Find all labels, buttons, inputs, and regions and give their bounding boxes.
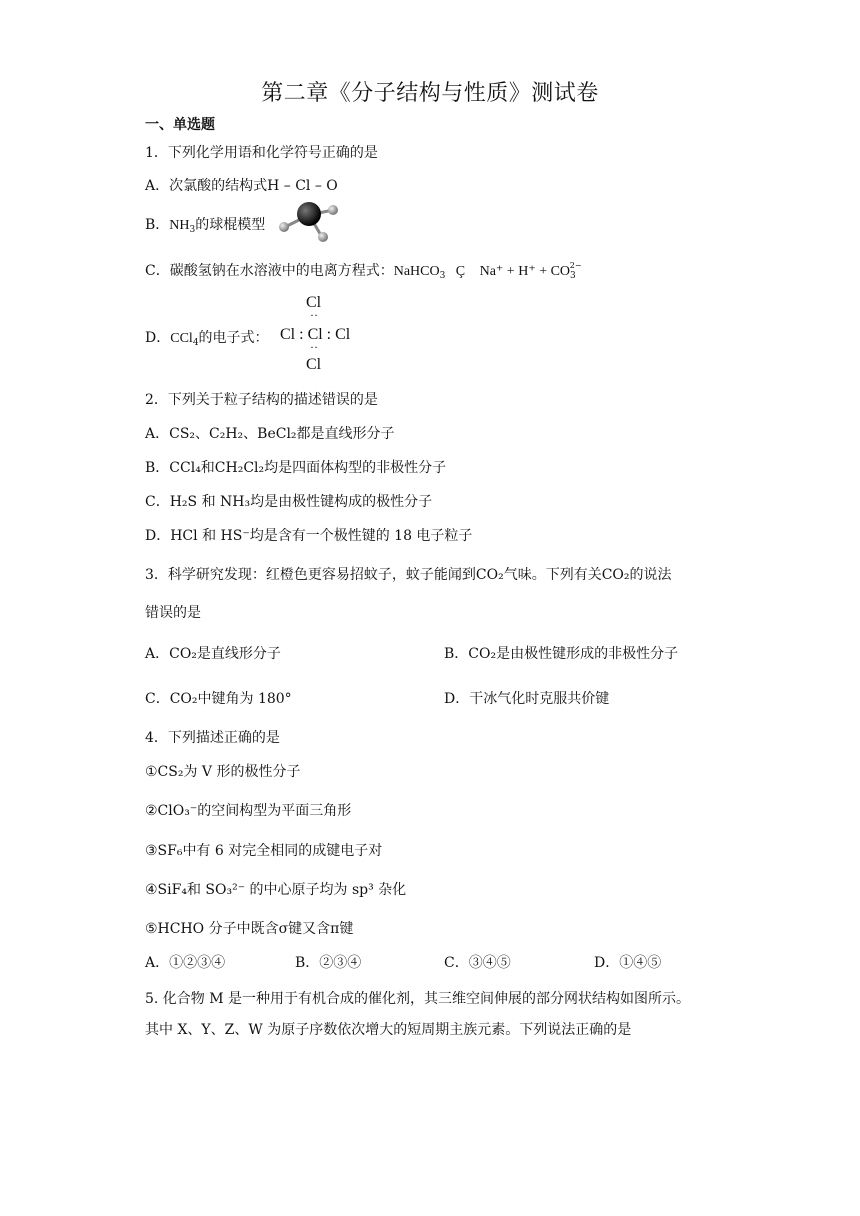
q4-item-3: ③SF₆中有 6 对完全相同的成键电子对 [145,843,383,859]
q1-option-b [145,214,265,235]
q1-c-prod-sup: 2− [569,261,582,270]
q3-stem-line1: 3．科学研究发现：红橙色更容易招蚊子，蚊子能闻到CO₂气味。下列有关CO₂的说法 [145,567,672,583]
q2-option-b: B．CCl₄和CH₂Cl₂均是四面体构型的非极性分子 [145,460,447,476]
q3-option-b: B．CO₂是由极性键形成的非极性分子 [444,646,679,662]
q1-c-prod-sub: 3 [570,271,576,281]
q4-option-a: A．①②③④ [145,955,226,971]
lewis-bottom-cl: Cl [306,356,322,373]
q1-c-formula: NaHCO [393,264,440,279]
lewis-middle-row: Cl : Cl : Cl [280,326,351,343]
q1-option-d [145,327,269,348]
q2-stem: 2．下列关于粒子结构的描述错误的是 [145,392,378,408]
q5-stem-line2: 其中 X、Y、Z、W 为原子序数依次增大的短周期主族元素。下列说法正确的是 [145,1022,632,1038]
q5-stem-line1: 5. 化合物 M 是一种用于有机合成的催化剂，其三维空间伸展的部分网状结构如图所示。 [145,991,691,1007]
q1-c-sub: 3 [439,271,446,281]
q4-item-2: ②ClO₃⁻的空间构型为平面三角形 [145,803,352,819]
q3-option-c: C．CO₂中键角为 180° [145,691,292,707]
q4-option-d: D．①④⑤ [594,955,662,971]
q4-option-c: C．③④⑤ [444,955,511,971]
q1-b-sub: 3 [189,225,196,235]
lewis-structure [278,294,358,374]
ball-stick-model-image [276,198,344,244]
q2-option-d: D．HCl 和 HS⁻均是含有一个极性键的 18 电子粒子 [145,528,473,544]
q3-option-a: A．CO₂是直线形分子 [145,646,281,662]
section-heading: 一、单选题 [145,117,215,133]
q4-item-4: ④SiF₄和 SO₃²⁻ 的中心原子均为 sp³ 杂化 [145,882,407,898]
page-title: 第二章《分子结构与性质》测试卷 [261,81,599,106]
q2-option-a: A．CS₂、C₂H₂、BeCl₂都是直线形分子 [145,426,395,442]
q1-b-prefix: B． [145,217,170,233]
q1-d-formula: CCl [170,331,193,346]
q1-d-prefix: D． [145,330,171,346]
q3-stem-line2: 错误的是 [145,605,201,621]
lewis-top-dots: ·· [310,308,318,322]
q4-item-5: ⑤HCHO 分子中既含σ键又含π键 [145,921,354,937]
q1-option-a: A．次氯酸的结构式H – Cl – O [145,178,338,194]
q4-option-b: B．②③④ [295,955,362,971]
lewis-top-cl: Cl [306,294,322,311]
q1-stem: 1．下列化学用语和化学符号正确的是 [145,145,378,161]
q1-b-formula: NH [169,218,190,233]
q1-d-sub: 4 [192,338,199,348]
q1-c-products: Na⁺ + H⁺ + CO [479,264,571,279]
lewis-bottom-dots: ·· [310,340,318,354]
q3-option-d: D．干冰气化时克服共价键 [444,691,610,707]
q1-option-c [145,260,582,281]
q2-option-c: C．H₂S 和 NH₃均是由极性键构成的极性分子 [145,494,433,510]
q1-d-text: 的电子式： [198,330,269,346]
q4-stem: 4．下列描述正确的是 [145,730,280,746]
q4-item-1: ①CS₂为 V 形的极性分子 [145,764,301,780]
q1-c-arrow: Ç [455,264,466,279]
q1-b-text: 的球棍模型 [195,217,266,233]
q1-c-prefix: C．碳酸氢钠在水溶液中的电离方程式： [145,263,394,279]
